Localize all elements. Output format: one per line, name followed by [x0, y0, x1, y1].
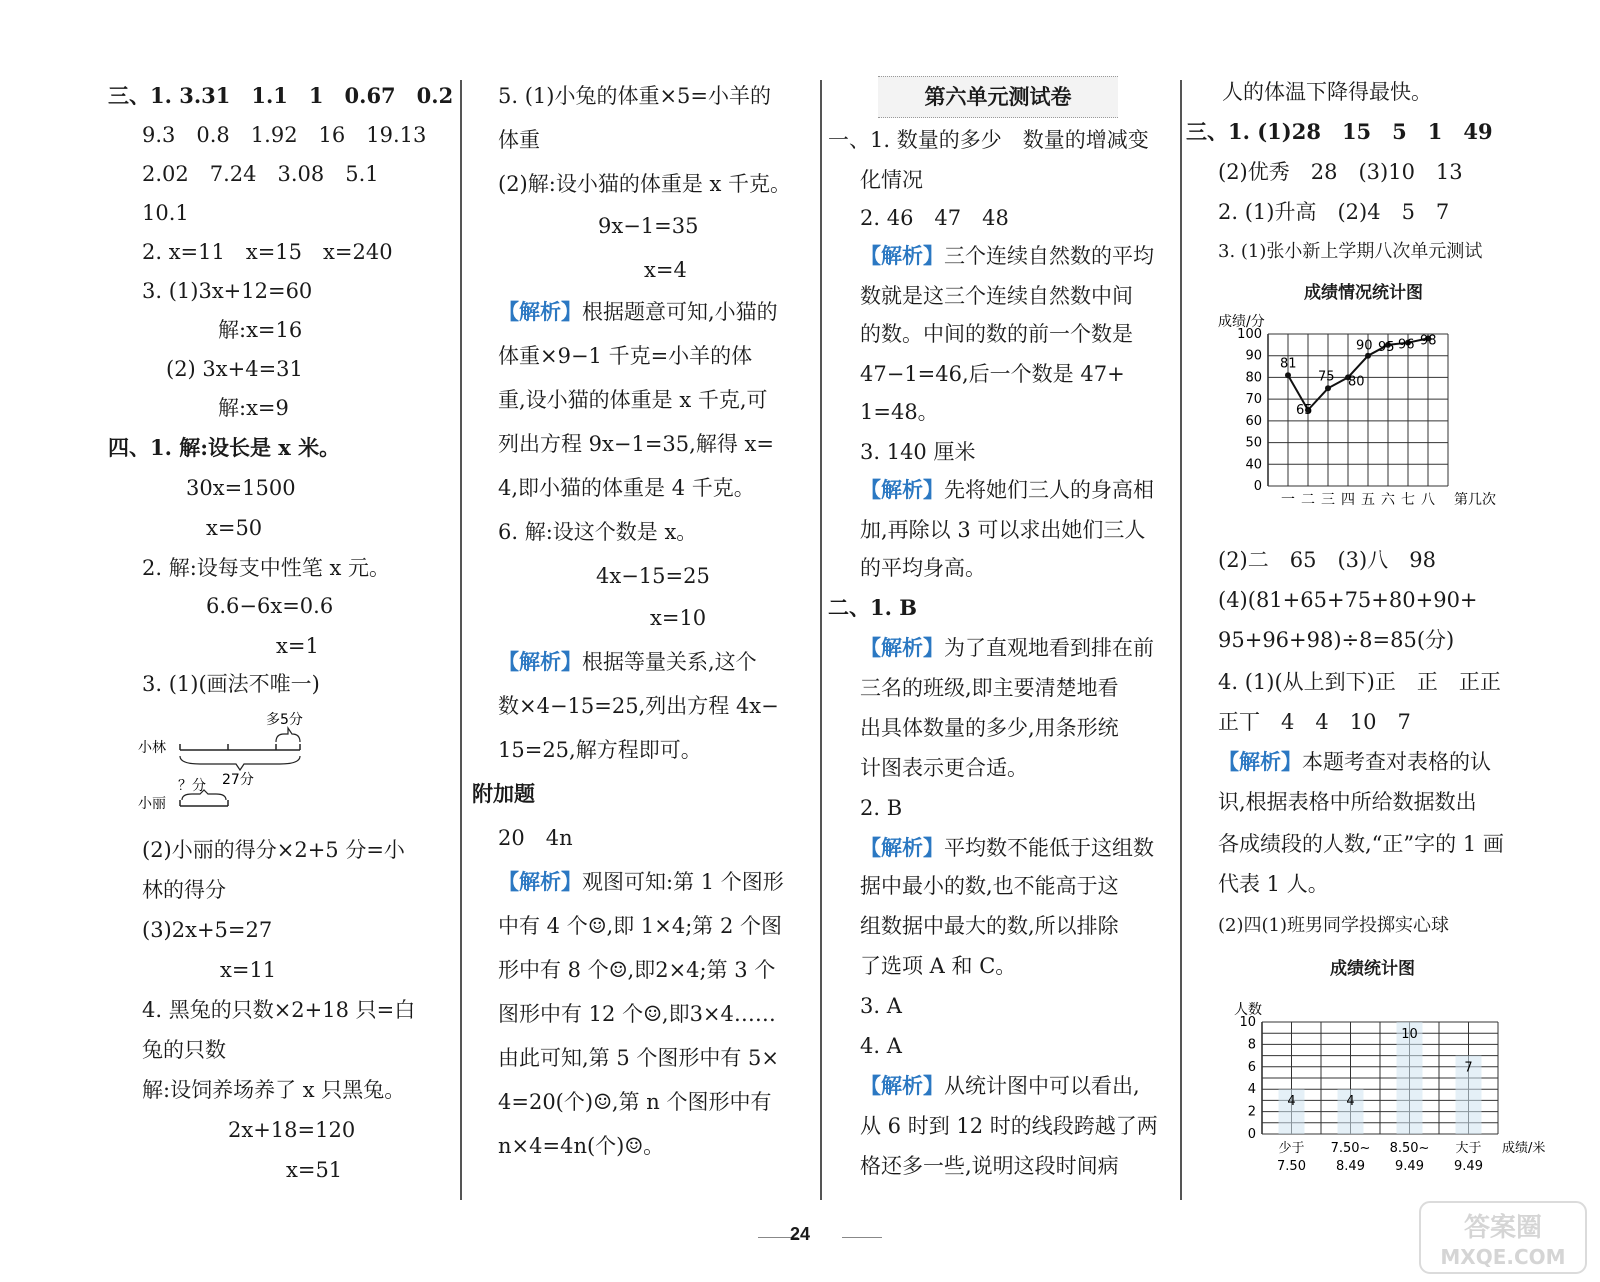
analysis-line: 1=48。 [860, 400, 939, 424]
y-axis-label: 人数 [1234, 1002, 1262, 1018]
answer-line: 3. (1)张小新上学期八次单元测试 [1218, 241, 1483, 262]
page-number-rule [842, 1237, 882, 1238]
data-label: 4 [1346, 1094, 1355, 1110]
analysis-line: 【解析】平均数不能低于这组数 [860, 835, 1154, 860]
answer-line: (2)二 65 (3)八 98 [1218, 548, 1436, 572]
analysis-line: 15=25,解方程即可。 [498, 738, 702, 762]
analysis-tag: 【解析】 [860, 635, 944, 660]
y-axis-label: 成绩/分 [1218, 314, 1265, 330]
x-tick-label: 8.49 [1336, 1159, 1365, 1174]
x-tick-label: 少于 [1278, 1141, 1305, 1156]
analysis-line: 了选项 A 和 C。 [860, 954, 1017, 978]
analysis-line: 【解析】先将她们三人的身高相 [860, 477, 1154, 502]
answer-line: 10.1 [142, 201, 189, 225]
answer-line: (3)2x+5=27 [142, 918, 273, 942]
y-tick-label: 0 [1247, 1127, 1256, 1142]
answer-line: 4x−15=25 [596, 564, 710, 588]
analysis-line: 的平均身高。 [860, 556, 986, 580]
analysis-line: 列出方程 9x−1=35,解得 x= [498, 432, 774, 456]
diagram-label-a: 小林 [138, 740, 166, 756]
x-tick-label: 三 [1321, 492, 1335, 508]
answer-line: 一、1. 数量的多少 数量的增减变 [828, 128, 1149, 152]
x-axis-label: 第几次 [1454, 492, 1496, 508]
data-label: 7 [1464, 1060, 1473, 1076]
column-2 [472, 74, 828, 1214]
answer-line: 9.3 0.8 1.92 16 19.13 [142, 123, 427, 147]
data-label: 81 [1280, 356, 1297, 372]
analysis-line: 体重×9−1 千克=小羊的体 [498, 344, 753, 368]
column-1 [108, 74, 453, 1214]
analysis-line: 识,根据表格中所给数据数出 [1218, 790, 1477, 814]
analysis-line: 数就是这三个连续自然数中间 [860, 284, 1133, 308]
data-label: 95 [1378, 339, 1395, 355]
y-tick-label: 60 [1245, 413, 1262, 429]
y-tick-label: 10 [1239, 1015, 1256, 1030]
analysis-tag: 【解析】 [498, 869, 582, 894]
data-point [1325, 385, 1331, 391]
section-heading: 附加题 [472, 781, 535, 806]
y-tick-label: 40 [1245, 457, 1262, 473]
answer-line: 4. (1)(从上到下)正 正 正正 [1218, 670, 1501, 694]
data-label: 4 [1287, 1094, 1296, 1110]
analysis-line: 形中有 8 个☺,即2×4;第 3 个 [498, 958, 776, 982]
data-label: 75 [1318, 369, 1335, 385]
y-tick-label: 2 [1247, 1104, 1256, 1120]
analysis-line: 4=20(个)☺,第 n 个图形中有 [498, 1090, 772, 1114]
analysis-line: 从 6 时到 12 时的线段跨越了两 [860, 1114, 1158, 1138]
x-tick-label: 7.50 [1277, 1159, 1306, 1174]
answer-line: 化情况 [860, 168, 923, 192]
answer-line: 三、1. (1)28 15 5 1 49 [1186, 119, 1493, 144]
column-3 [828, 74, 1178, 1214]
answer-line: 95+96+98)÷8=85(分) [1218, 628, 1455, 652]
diagram-unknown-label: ？分 [178, 778, 206, 794]
y-tick-label: 70 [1245, 392, 1262, 408]
answer-line: 人的体温下降得最快。 [1222, 80, 1432, 104]
x-tick-label: 大于 [1455, 1141, 1482, 1156]
bar-chart-title: 成绩统计图 [1330, 959, 1415, 979]
section-title: 第六单元测试卷 [878, 76, 1118, 118]
data-label: 65 [1296, 403, 1313, 418]
analysis-line: 重,设小猫的体重是 x 千克,可 [498, 388, 768, 412]
svg-text:MXQE.COM: MXQE.COM [1440, 1245, 1566, 1269]
bar-chart [1222, 996, 1562, 1196]
data-point [1285, 372, 1291, 378]
answer-line: (2)优秀 28 (3)10 13 [1218, 160, 1463, 184]
answer-line: 解:设饲养场养了 x 只黑兔。 [142, 1078, 406, 1102]
y-tick-label: 100 [1237, 327, 1262, 342]
answer-line: 正丅 4 4 10 7 [1218, 710, 1411, 734]
analysis-tag: 【解析】 [1218, 749, 1302, 774]
analysis-line: 加,再除以 3 可以求出她们三人 [860, 518, 1146, 542]
analysis-line: 代表 1 人。 [1218, 872, 1329, 896]
answer-line: x=11 [220, 958, 277, 982]
analysis-line: 图形中有 12 个☺,即3×4…… [498, 1002, 776, 1026]
analysis-line: 中有 4 个☺,即 1×4;第 2 个图 [498, 914, 782, 938]
answer-line: x=50 [206, 516, 263, 540]
answer-line: 二、1. B [828, 595, 917, 620]
analysis-line: n×4=4n(个)☺。 [498, 1134, 665, 1158]
answer-line: 2x+18=120 [228, 1118, 356, 1142]
answer-line: x=4 [644, 258, 687, 282]
analysis-tag: 【解析】 [498, 299, 582, 324]
analysis-line: 【解析】三个连续自然数的平均 [860, 243, 1154, 268]
page-number: 24 [789, 1224, 811, 1244]
x-tick-label: 8.50~ [1389, 1141, 1430, 1156]
y-tick-label: 6 [1247, 1059, 1256, 1075]
x-tick-label: 二 [1301, 492, 1315, 508]
analysis-tag: 【解析】 [498, 649, 582, 674]
analysis-line: 三名的班级,即主要清楚地看 [860, 676, 1119, 700]
watermark-logo [1418, 1200, 1588, 1275]
analysis-line: 组数据中最大的数,所以排除 [860, 914, 1119, 938]
answer-line: 3. (1)3x+12=60 [142, 279, 313, 303]
line-chart [1216, 312, 1556, 542]
answer-line: 20 4n [498, 826, 573, 850]
answer-line: 3. 140 厘米 [860, 440, 976, 464]
x-tick-label: 六 [1381, 492, 1395, 508]
answer-line: 体重 [498, 128, 540, 152]
svg-text:答案圈: 答案圈 [1463, 1213, 1543, 1243]
analysis-line: 各成绩段的人数,“正”字的 1 画 [1218, 832, 1504, 856]
answer-line: x=51 [286, 1158, 343, 1182]
answer-line: (2)四(1)班男同学投掷实心球 [1218, 915, 1449, 936]
analysis-tag: 【解析】 [860, 477, 944, 502]
diagram-label-b: 小丽 [138, 796, 166, 812]
x-tick-label: 五 [1361, 492, 1375, 508]
answer-line: 2. 解:设每支中性笔 x 元。 [142, 556, 390, 580]
analysis-line: 出具体数量的多少,用条形统 [860, 716, 1119, 740]
answer-line: 2. x=11 x=15 x=240 [142, 240, 393, 264]
analysis-line: 【解析】根据题意可知,小猫的 [498, 299, 778, 324]
answer-line: 4. 黑兔的只数×2+18 只=白 [142, 998, 416, 1022]
analysis-line: 【解析】为了直观地看到排在前 [860, 635, 1154, 660]
answer-line: 三、1. 3.31 1.1 1 0.67 0.2 [108, 83, 454, 108]
analysis-line: 47−1=46,后一个数是 47+ [860, 362, 1125, 386]
x-tick-label: 七 [1401, 492, 1415, 508]
analysis-line: 【解析】从统计图中可以看出, [860, 1073, 1140, 1098]
answer-line: (2)解:设小猫的体重是 x 千克。 [498, 172, 792, 196]
answer-line: 四、1. 解:设长是 x 米。 [108, 435, 341, 460]
answer-line: 林的得分 [142, 878, 226, 902]
analysis-line: 的数。中间的数的前一个数是 [860, 322, 1133, 346]
analysis-tag: 【解析】 [860, 1073, 944, 1098]
answer-line: (4)(81+65+75+80+90+ [1218, 588, 1478, 612]
answer-line: 6.6−6x=0.6 [206, 594, 334, 618]
answer-line: 4. A [860, 1034, 902, 1058]
analysis-line: 【解析】本题考查对表格的认 [1218, 749, 1491, 774]
answer-line: 兔的只数 [142, 1038, 226, 1062]
x-tick-label: 八 [1421, 492, 1435, 508]
answer-line: x=10 [650, 606, 707, 630]
y-tick-label: 50 [1245, 435, 1262, 451]
answer-line: 6. 解:设这个数是 x。 [498, 520, 698, 544]
y-tick-label: 0 [1253, 479, 1262, 494]
analysis-line: 4,即小猫的体重是 4 千克。 [498, 476, 755, 500]
answer-line: 2. B [860, 796, 903, 820]
x-tick-label: 9.49 [1454, 1159, 1483, 1174]
analysis-line: 格还多一些,说明这段时间病 [860, 1154, 1119, 1178]
x-tick-label: 一 [1281, 492, 1295, 508]
y-tick-label: 4 [1247, 1082, 1256, 1098]
data-label: 98 [1420, 333, 1437, 349]
data-label: 10 [1401, 1027, 1418, 1042]
analysis-line: 数×4−15=25,列出方程 4x− [498, 694, 779, 718]
segment-diagram [138, 704, 358, 814]
data-label: 90 [1356, 338, 1373, 354]
answer-line: x=1 [276, 634, 319, 658]
diagram-total-label: 27分 [222, 772, 254, 788]
x-tick-label: 7.50~ [1330, 1141, 1371, 1156]
analysis-tag: 【解析】 [860, 835, 944, 860]
y-tick-label: 90 [1245, 348, 1262, 364]
answer-line: (2)小丽的得分×2+5 分=小 [142, 838, 405, 862]
analysis-line: 计图表示更合适。 [860, 756, 1028, 780]
answer-line: 解:x=9 [218, 396, 289, 420]
y-tick-label: 80 [1245, 370, 1262, 386]
answer-line: 5. (1)小兔的体重×5=小羊的 [498, 84, 772, 108]
analysis-line: 据中最小的数,也不能高于这 [860, 874, 1119, 898]
answer-line: 2. (1)升高 (2)4 5 7 [1218, 200, 1450, 224]
answer-line: 3. A [860, 994, 902, 1018]
answer-line: (2) 3x+4=31 [166, 357, 303, 381]
analysis-tag: 【解析】 [860, 243, 944, 268]
x-tick-label: 9.49 [1395, 1159, 1424, 1174]
answer-line: 3. (1)(画法不唯一) [142, 672, 320, 696]
column-divider [1180, 80, 1182, 1200]
line-chart-title: 成绩情况统计图 [1304, 283, 1423, 303]
diagram-more-label: 多5分 [266, 712, 303, 728]
column-4 [1186, 74, 1567, 1214]
analysis-line: 由此可知,第 5 个图形中有 5× [498, 1046, 780, 1070]
column-divider [460, 80, 462, 1200]
answer-line: 解:x=16 [218, 318, 303, 342]
x-tick-label: 四 [1341, 492, 1355, 508]
answer-line: 2.02 7.24 3.08 5.1 [142, 162, 379, 186]
answer-line: 30x=1500 [186, 476, 296, 500]
data-label: 80 [1348, 374, 1365, 390]
analysis-line: 【解析】根据等量关系,这个 [498, 649, 757, 674]
answer-line: 9x−1=35 [598, 214, 699, 238]
analysis-line: 【解析】观图可知:第 1 个图形 [498, 869, 784, 894]
data-label: 96 [1398, 337, 1415, 353]
x-axis-label: 成绩/米 [1502, 1141, 1546, 1156]
y-tick-label: 8 [1247, 1037, 1256, 1053]
answer-line: 2. 46 47 48 [860, 206, 1009, 230]
